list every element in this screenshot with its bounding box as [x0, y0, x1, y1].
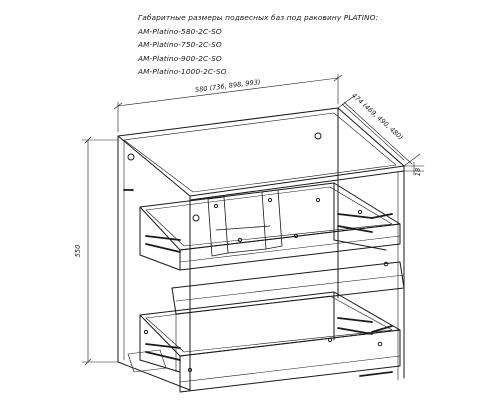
lower-drawer-runners — [146, 318, 392, 376]
lower-drawer — [118, 292, 400, 392]
hinge-hole-icon — [315, 133, 321, 139]
middle-rail — [172, 262, 404, 372]
hinge-hole-icon — [128, 154, 134, 160]
model-name-4: AM-Platino-1000-2C-SO — [138, 67, 227, 77]
height-dimension-label: 550 — [74, 244, 82, 258]
model-name-3: AM-Platino-900-2C-SO — [138, 53, 222, 63]
handle-hole-icon — [193, 215, 199, 221]
upper-drawer-runners — [146, 214, 392, 252]
depth-dimension-label: 474 (469, 490, 480) — [350, 91, 405, 142]
drawer-divider — [262, 190, 282, 249]
top-panel — [118, 108, 404, 200]
upper-drawer — [140, 183, 400, 270]
header-title: Габаритные размеры подвесных баз под раковину PLATINO: — [138, 13, 379, 22]
model-name-2: AM-Platino-750-2C-SO — [138, 40, 222, 50]
width-dimension-label: 580 (736, 898, 993) — [194, 77, 261, 95]
model-name-1: AM-Platino-580-2C-SO — [138, 26, 222, 36]
thickness-dimension-label: 18 — [414, 167, 422, 177]
cabinet-body — [118, 112, 404, 390]
